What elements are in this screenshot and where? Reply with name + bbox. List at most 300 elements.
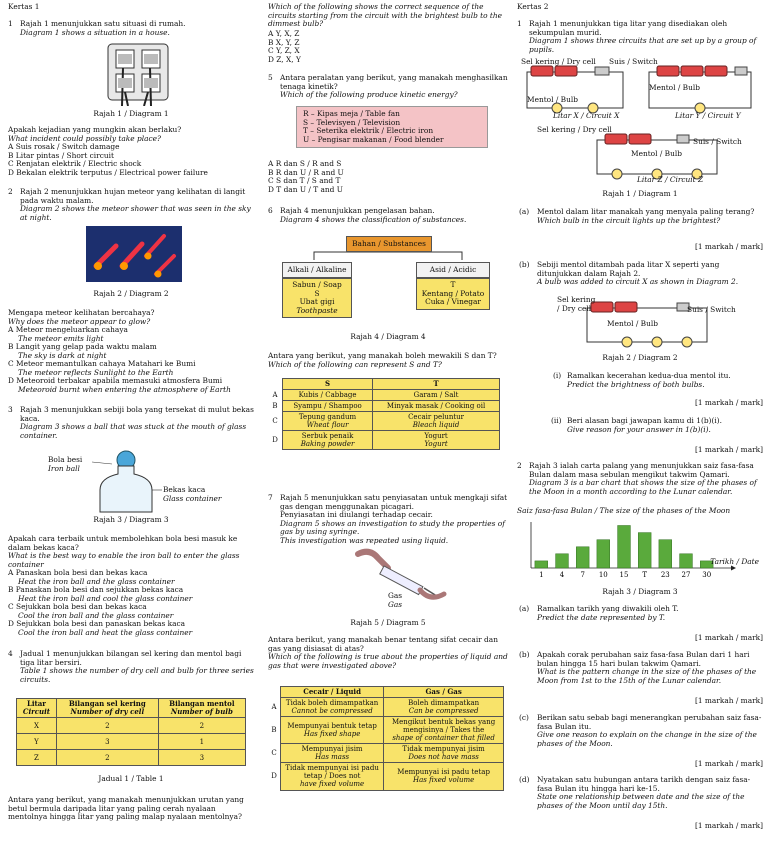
cell-text-en: Cannot be compressed — [291, 707, 373, 716]
table-cell: Z — [17, 750, 57, 766]
cell-text: Mempunyai isi padu tetap — [397, 768, 490, 777]
cell-text-en: Bleach liquid — [412, 421, 460, 430]
question-number: 2 — [8, 187, 13, 196]
option-letter: B — [272, 402, 278, 411]
question-number: 6 — [268, 206, 273, 215]
option-d[interactable]: D Meteoroid terbakar apabila memasuki atmosfera Bumi Meteoroid burnt when entering the atmosphere of Earth — [8, 377, 254, 394]
option-b[interactable]: B Panaskan bola besi dan sejukkan bekas kaca Heat the iron ball and cool the glass container — [8, 586, 254, 603]
spacer — [268, 687, 281, 698]
question-text: Rajah 5 menunjukkan satu penyiasatan untuk mengkaji sifat gas dengan menggunakan picagari. — [280, 493, 508, 511]
bulb-label-y: Mentol / Bulb — [649, 83, 700, 92]
bar — [535, 561, 548, 568]
option-text: Bekalan elektrik terputus / Electrical power failure — [16, 167, 208, 177]
option-b[interactable]: B Langit yang gelap pada waktu malam The sky is dark at night — [8, 343, 254, 360]
question-text-en: Table 1 shows the number of dry cell and bulb for three series circuits. — [20, 666, 254, 684]
question-text: Rajah 3 ialah carta palang yang menunjukkan saiz fasa-fasa Bulan dalam masa sebulan mengikut takwim Qamari. — [529, 461, 754, 479]
question-text-en: Diagram 5 shows an investigation to study the properties of gas by using syringe. — [280, 518, 505, 537]
table-1 — [16, 698, 246, 766]
part-text: Sebiji mentol ditambah pada litar X seperti yang ditunjukkan dalam Rajah 2. — [537, 260, 720, 278]
option-text: S dan T / S and T — [276, 176, 341, 186]
option-text-en: The sky is dark at night — [18, 350, 107, 360]
part-text: Beri alasan bagi jawapan kamu di 1(b)(i). — [567, 416, 722, 425]
x-axis-arrow — [731, 566, 736, 571]
bar — [556, 554, 569, 568]
table-cell: 1 — [158, 734, 245, 750]
cell-text: Serbuk penaik — [301, 432, 354, 441]
option-letter: D — [272, 436, 278, 445]
cell-text: Mengikut bentuk bekas yang mengisinya / Takes the — [392, 718, 496, 735]
option-letter: A — [271, 703, 277, 712]
question-7-stem — [268, 636, 508, 670]
diagram-2-circuit — [557, 294, 757, 350]
bar — [597, 540, 610, 568]
acidic-items — [416, 278, 490, 310]
cell-text: Mempunyai jisim — [301, 745, 363, 754]
diagram-4-classification — [268, 232, 508, 332]
stem-text: Antara berikut, yang manakah benar tentang sifat cecair dan gas yang disiasat di atas? — [268, 635, 498, 653]
circuit-x-label: Litar X / Circuit X — [553, 111, 620, 120]
acidic-heading: Asid / Acidic — [416, 262, 490, 278]
x-tick-label: 10 — [598, 571, 608, 579]
question-2d — [517, 776, 763, 810]
question-text-2: Penyiasatan ini diulangi terhadap cecair. — [280, 510, 433, 520]
moon-phase-bar-chart — [517, 518, 763, 584]
option-d[interactable]: D Z, X, Y — [268, 54, 301, 64]
list-item: Kentang / Potato — [421, 288, 485, 298]
option-b[interactable]: B R dan U / R and U — [268, 167, 344, 177]
option-letter: A — [272, 391, 278, 400]
dry-cell-label: Sel kering / Dry cell — [521, 57, 596, 66]
mark-label: [1 markah / mark] — [694, 398, 763, 407]
table-header — [56, 699, 158, 718]
option-d[interactable]: D Sejukkan bola besi dan panaskan bekas kaca Cool the iron ball and heat the glass container — [8, 620, 254, 637]
question-text-en-2: This investigation was repeated using liquid. — [280, 535, 449, 545]
option-text: Suis rosak / Switch damage — [15, 142, 120, 152]
paper-header: Kertas 1 — [8, 2, 40, 11]
switch-label-z: Suis / Switch — [693, 137, 742, 146]
option-letter: C — [271, 749, 277, 758]
part-text-en: Predict the date represented by T. — [537, 612, 666, 622]
bulb-label: Mentol / Bulb — [607, 319, 658, 328]
part-text: Berikan satu sebab bagi menerangkan perubahan saiz fasa-fasa Bulan itu. — [537, 713, 762, 731]
substances-box: Bahan / Substances — [346, 236, 432, 252]
question-number: 1 — [517, 19, 522, 28]
part-label: (b) — [519, 260, 530, 269]
question-1b — [517, 261, 763, 287]
bar — [618, 526, 631, 569]
cell-text: Cecair peluntur — [408, 413, 465, 422]
chart-svg — [517, 518, 763, 584]
question-3-stem — [8, 535, 254, 637]
question-text-en: Diagram 3 shows a ball that was stuck at the mouth of glass container. — [20, 422, 247, 440]
mark-label: [1 markah / mark] — [694, 821, 763, 830]
part-text-en: A bulb was added to circuit X as shown in Diagram 2. — [537, 277, 739, 287]
cell-text-en: Does not have mass — [408, 753, 479, 762]
option-gas — [384, 698, 504, 717]
question-2-stem — [8, 309, 254, 394]
header-text: Bilangan sel kering — [68, 699, 146, 708]
list-item: Cuka / Vinegar — [425, 297, 481, 307]
x-tick-label: T — [642, 571, 648, 579]
cell-text-en: Has fixed shape — [303, 730, 361, 739]
question-text: Rajah 2 menunjukkan hujan meteor yang kelihatan di langit pada waktu malam. — [20, 187, 246, 205]
x-tick-label: 4 — [559, 571, 565, 579]
alkaline-items — [282, 278, 352, 318]
cell-text: Tepung gandum — [298, 413, 357, 422]
list-item: T — [450, 280, 456, 289]
stem-text: Apakah kejadian yang mungkin akan berlaku? — [8, 125, 182, 134]
stem-text-en: Which of the following can represent S and T? — [268, 359, 442, 369]
stem-text-en: What incident could possibly take place? — [8, 133, 161, 143]
cell-text-en: Wheat flour — [306, 421, 349, 430]
part-label: (a) — [519, 604, 530, 613]
diagram-1-circuits — [517, 58, 763, 188]
option-s — [283, 412, 373, 431]
question-3 — [8, 406, 254, 440]
stem-text: Mengapa meteor kelihatan bercahaya? — [8, 308, 155, 317]
table-cell: 2 — [56, 750, 158, 766]
question-number: 1 — [8, 19, 13, 28]
option-b[interactable] — [268, 717, 504, 744]
mark-label: [1 markah / mark] — [694, 445, 763, 454]
circuit-y-label: Litar Y / Circuit Y — [675, 111, 741, 120]
question-1 — [517, 20, 763, 54]
part-label: (i) — [553, 371, 562, 380]
part-label: (b) — [519, 650, 530, 659]
cell-text: Tidak mempunyai isi padu tetap / Does not — [285, 764, 379, 781]
list-item: R – Kipas meja / Table fan — [303, 109, 400, 118]
table-cell: 2 — [158, 718, 245, 734]
option-gas — [384, 717, 504, 744]
question-number: 4 — [8, 649, 13, 658]
question-4-options — [268, 30, 508, 64]
electrical-socket-image — [78, 40, 198, 106]
diagram-5-caption: Rajah 5 / Diagram 5 — [350, 618, 426, 627]
question-text-en: Diagram 3 is a bar chart that shows the size of the phases of the Moon in a month according to the Lunar calendar. — [529, 478, 757, 496]
mark-label: [1 markah / mark] — [694, 696, 763, 705]
question-2b — [517, 651, 763, 685]
option-liquid — [281, 763, 384, 790]
label-text-en: Gas — [388, 599, 403, 609]
option-letter: D — [271, 772, 277, 781]
dry-cell-label: Sel kering / Dry cell — [557, 295, 596, 313]
list-item: Ubat gigi — [299, 297, 335, 307]
iron-ball-label — [48, 456, 88, 473]
option-a[interactable]: A Meteor mengeluarkan cahaya The meteor emits light — [8, 326, 254, 343]
question-4-stem-en: Which of the following shows the correct sequence of the circuits starting from the circuit with the brightest bulb to the dimmest bulb? — [268, 2, 503, 29]
label-text-en: Iron ball — [48, 463, 80, 473]
question-4-stem: Antara yang berikut, yang manakah menunjukkan urutan yang betul bermula daripada litar yang paling cerah nyalaan mentolnya hingga litar yang paling malap nyalaan mentolnya? — [8, 795, 244, 822]
appliance-list-box — [296, 106, 488, 148]
header-text-en: Number of bulb — [170, 707, 233, 717]
stem-text-en: What is the best way to enable the iron ball to enter the glass container — [8, 551, 240, 569]
option-text: X, Y, Z — [275, 37, 300, 47]
bar — [576, 547, 589, 568]
cell-text: Tidak mempunyai jisim — [402, 745, 485, 754]
switch-label: Suis / Switch — [609, 57, 658, 66]
question-text: Antara peralatan yang berikut, yang manakah menghasilkan tenaga kinetik? — [280, 73, 508, 91]
label-text: Bekas kaca — [163, 485, 206, 494]
option-a[interactable]: A R dan S / R and S — [268, 159, 342, 168]
part-text: Mentol dalam litar manakah yang menyala paling terang? — [537, 207, 755, 216]
x-axis-label: Tarikh / Date — [710, 557, 759, 566]
option-text: Panaskan bola besi dan sejukkan bekas kaca — [15, 585, 184, 595]
diagram-4-caption: Rajah 4 / Diagram 4 — [350, 332, 426, 341]
question-text: Rajah 4 menunjukkan pengelasan bahan. — [280, 206, 435, 215]
column-kertas-2 — [517, 0, 763, 852]
bar — [659, 540, 672, 568]
option-t: Garam / Salt — [373, 390, 500, 401]
stem-text-en: Why does the meteor appear to glow? — [8, 316, 151, 326]
option-c[interactable] — [268, 412, 500, 431]
part-text-en: Which bulb in the circuit lights up the brightest? — [537, 215, 721, 225]
question-1 — [8, 20, 254, 37]
part-label: (a) — [519, 207, 530, 216]
cell-text-en: Can be compressed — [408, 707, 479, 716]
bar — [638, 533, 651, 568]
question-text-en: Diagram 1 shows three circuits that are set up by a group of pupils. — [529, 36, 757, 54]
header-text-en: Number of dry cell — [70, 707, 145, 717]
mark-label: [1 markah / mark] — [694, 633, 763, 642]
column-header-t: T — [373, 379, 500, 390]
x-tick-label: 23 — [660, 571, 670, 579]
list-item: Sabun / Soap — [292, 280, 342, 289]
bar — [680, 554, 693, 568]
option-text: Sejukkan bola besi dan panaskan bekas kaca — [16, 619, 186, 629]
paper-header: Kertas 2 — [517, 2, 549, 11]
cell-text-en: shape of container that filled — [392, 734, 495, 743]
question-6 — [268, 207, 508, 224]
part-text: Nyatakan satu hubungan antara tarikh dengan saiz fasa-fasa Bulan itu hingga hari ke-15. — [537, 775, 751, 793]
option-text-en: Cool the iron ball and heat the glass container — [18, 627, 193, 637]
part-text: Apakah corak perubahan saiz fasa-fasa Bulan dari 1 hari bulan hingga 15 hari bulan takwim Qamari. — [537, 650, 750, 668]
part-text-en: Predict the brightness of both bulbs. — [567, 379, 705, 389]
option-a[interactable]: A Panaskan bola besi dan bekas kaca Heat the iron ball and the glass container — [8, 569, 254, 586]
cell-text-en: have fixed volume — [300, 780, 365, 789]
question-1a — [517, 208, 763, 225]
option-text-en: Cool the iron ball and the glass container — [18, 610, 174, 620]
option-d[interactable]: D Bekalan elektrik terputus / Electrical power failure — [8, 167, 208, 177]
question-7 — [268, 494, 508, 545]
table-row — [17, 750, 246, 766]
part-label: (ii) — [551, 416, 562, 425]
mark-label: [1 markah / mark] — [694, 759, 763, 768]
question-number: 2 — [517, 461, 522, 470]
x-tick-label: 7 — [580, 571, 585, 579]
option-b[interactable]: B X, Y, Z — [268, 37, 300, 47]
x-tick-label: 15 — [619, 571, 629, 579]
option-text: Renjatan elektrik / Electric shock — [16, 159, 142, 169]
label-text: Bola besi — [48, 455, 83, 464]
option-a[interactable]: A Suis rosak / Switch damage — [8, 142, 120, 152]
header-text: Litar — [26, 699, 46, 708]
part-text-en: Give one reason to explain on the change in the size of the phases of the Moon. — [537, 730, 757, 748]
option-a[interactable]: A Y, X, Z — [268, 29, 300, 38]
list-item: S – Televisyen / Television — [303, 117, 401, 127]
question-text: Rajah 1 menunjukkan tiga litar yang disediakan oleh sekumpulan murid. — [529, 19, 728, 37]
table-cell: 2 — [56, 718, 158, 734]
alkaline-heading: Alkali / Alkaline — [282, 262, 352, 278]
cell-text-en: Has mass — [315, 753, 350, 762]
option-liquid — [281, 698, 384, 717]
question-4 — [8, 650, 254, 684]
question-5 — [268, 74, 508, 100]
option-text: Meteoroid terbakar apabila memasuki atmosfera Bumi — [16, 376, 223, 386]
table-cell: 3 — [158, 750, 245, 766]
column-header-gas: Gas / Gas — [384, 687, 504, 698]
switch-label: Suis / Switch — [687, 305, 736, 314]
stem-text: Apakah cara terbaik untuk membolehkan bola besi masuk ke dalam bekas kaca? — [8, 534, 238, 552]
diagram-2-caption: Rajah 2 / Diagram 2 — [602, 353, 678, 362]
option-text: Y, X, Z — [275, 29, 300, 38]
option-a[interactable] — [268, 390, 500, 401]
question-2 — [8, 188, 254, 222]
option-letter: B — [271, 726, 277, 735]
option-t — [373, 431, 500, 450]
option-gas — [384, 744, 504, 763]
diagram-2-caption: Rajah 2 / Diagram 2 — [93, 289, 169, 298]
part-text: Ramalkan tarikh yang diwakili oleh T. — [537, 604, 679, 613]
question-6-options-table — [268, 378, 500, 450]
cell-text-en: Yogurt — [424, 440, 448, 449]
table-cell: X — [17, 718, 57, 734]
diagram-1-caption: Rajah 1 / Diagram 1 — [602, 189, 678, 198]
question-number: 5 — [268, 73, 273, 82]
question-6-stem — [268, 352, 508, 369]
meteor-shower-image — [86, 226, 182, 282]
part-text-en: Give reason for your answer in 1(b)(i). — [567, 424, 711, 434]
stem-text: Antara yang berikut, yang manakah boleh mewakili S dan T? — [268, 351, 497, 360]
header-text: Bilangan mentol — [169, 699, 235, 708]
column-header-s: S — [283, 379, 373, 390]
option-text-en: Heat the iron ball and the glass container — [18, 576, 175, 586]
option-a[interactable] — [268, 698, 504, 717]
cell-text: Mempunyai bentuk tetap — [287, 722, 377, 731]
option-text: Z, X, Y — [276, 54, 301, 64]
diagram-3-caption: Rajah 3 / Diagram 3 — [93, 515, 169, 524]
option-b[interactable]: B Litar pintas / Short circuit — [8, 150, 114, 160]
option-text: R dan U / R and U — [275, 167, 344, 177]
cell-text-en: Baking powder — [300, 440, 355, 449]
option-t: Minyak masak / Cooking oil — [373, 401, 500, 412]
question-2a — [517, 605, 763, 622]
option-c[interactable]: C Meteor memantulkan cahaya Matahari ke Bumi The meteor reflects Sunlight to the Earth — [8, 360, 254, 377]
question-1-stem — [8, 126, 254, 177]
stem-text-en: Which of the following is true about the properties of liquid and gas that were investigated above? — [268, 652, 508, 670]
option-text-en: The meteor reflects Sunlight to the Earth — [18, 367, 174, 377]
option-d[interactable] — [268, 763, 504, 790]
part-label: (c) — [519, 713, 529, 722]
x-tick-label: 30 — [702, 571, 712, 579]
spacer — [268, 379, 283, 390]
option-liquid — [281, 717, 384, 744]
option-letter: C — [272, 417, 278, 426]
question-text-en: Diagram 2 shows the meteor shower that was seen in the sky at night. — [20, 204, 251, 222]
question-text: Rajah 3 menunjukkan sebiji bola yang tersekat di mulut bekas kaca. — [20, 405, 254, 423]
option-liquid — [281, 744, 384, 763]
option-s: Kubis / Cabbage — [283, 390, 373, 401]
part-text-en: What is the pattern change in the size of the phases of the Moon from 1st to the 15th of the Lunar calendar. — [537, 667, 757, 685]
table-cell: Y — [17, 734, 57, 750]
question-2c — [517, 714, 763, 748]
diagram-3-caption: Rajah 3 / Diagram 3 — [602, 587, 678, 596]
list-item: T – Seterika elektrik / Electric iron — [303, 126, 434, 136]
option-text: Meteor memantulkan cahaya Matahari ke Bumi — [16, 359, 196, 369]
cell-text: Tidak boleh dimampatkan — [285, 699, 379, 708]
x-tick-label: 1 — [539, 571, 544, 579]
option-c[interactable]: C S dan T / S and T — [268, 176, 341, 186]
option-s — [283, 431, 373, 450]
option-d[interactable] — [268, 431, 500, 450]
table-1-caption: Jadual 1 / Table 1 — [98, 774, 164, 783]
question-5-options — [268, 160, 508, 194]
table-row — [17, 718, 246, 734]
part-text-en: State one relationship between date and the size of the phases of the Moon until day 15th. — [537, 792, 745, 810]
option-text: Panaskan bola besi dan bekas kaca — [15, 568, 148, 578]
list-item: Toothpaste — [296, 305, 338, 315]
option-text: Sejukkan bola besi dan bekas kaca — [16, 602, 147, 612]
header-text-en: Circuit — [22, 707, 51, 717]
option-text-en: The meteor emits light — [18, 333, 104, 343]
option-c[interactable]: C Y, Z, X — [268, 46, 300, 56]
circuit-z-label: Litar Z / Circuit Z — [637, 175, 704, 184]
x-tick-label: 27 — [681, 571, 691, 579]
question-number: 7 — [268, 493, 273, 502]
option-text: Litar pintas / Short circuit — [15, 150, 114, 160]
part-text: Ramalkan kecerahan kedua-dua mentol itu. — [567, 371, 731, 380]
question-number: 3 — [8, 405, 13, 414]
column-kertas-1-continued — [268, 0, 508, 852]
question-1bi — [517, 372, 763, 389]
gas-label — [388, 592, 402, 609]
chart-title: Saiz fasa-fasa Bulan / The size of the phases of the Moon — [517, 506, 731, 515]
question-text: Jadual 1 menunjukkan bilangan sel kering dan mentol bagi tiga litar bersiri. — [20, 649, 242, 667]
table-header — [17, 699, 57, 718]
cell-text: Yogurt — [424, 432, 448, 441]
option-b[interactable] — [268, 401, 500, 412]
part-label: (d) — [519, 775, 530, 784]
option-text: Meteor mengeluarkan cahaya — [15, 325, 128, 335]
option-text: Y, Z, X — [276, 46, 300, 56]
bulb-label: Mentol / Bulb — [527, 95, 578, 104]
label-text-en: Glass container — [163, 493, 222, 503]
ball-and-jar-image — [92, 450, 162, 516]
option-t — [373, 412, 500, 431]
option-text: R dan S / R and S — [275, 159, 342, 168]
list-item: S — [314, 288, 320, 298]
option-c[interactable] — [268, 744, 504, 763]
cell-text-en: Has fixed volume — [412, 776, 475, 785]
question-2 — [517, 462, 763, 496]
table-header — [158, 699, 245, 718]
question-text: Rajah 1 menunjukkan satu situasi di rumah. — [20, 19, 186, 28]
question-1bii — [517, 417, 763, 434]
option-text-en: Heat the iron ball and cool the glass container — [18, 593, 193, 603]
option-gas — [384, 763, 504, 790]
option-c[interactable]: C Renjatan elektrik / Electric shock — [8, 159, 142, 169]
column-header-liquid: Cecair / Liquid — [281, 687, 384, 698]
question-7-options-table — [268, 686, 504, 791]
dry-cell-label-z: Sel kering / Dry cell — [537, 125, 612, 134]
option-text: Langit yang gelap pada waktu malam — [15, 342, 157, 352]
question-text-en: Which of the following produce kinetic energy? — [280, 90, 458, 100]
option-d[interactable]: D T dan U / T and U — [268, 184, 343, 194]
table-cell: 3 — [56, 734, 158, 750]
table-row — [17, 734, 246, 750]
option-c[interactable]: C Sejukkan bola besi dan bekas kaca Cool the iron ball and the glass container — [8, 603, 254, 620]
option-text: T dan U / T and U — [276, 184, 343, 194]
mark-label: [1 markah / mark] — [694, 242, 763, 251]
